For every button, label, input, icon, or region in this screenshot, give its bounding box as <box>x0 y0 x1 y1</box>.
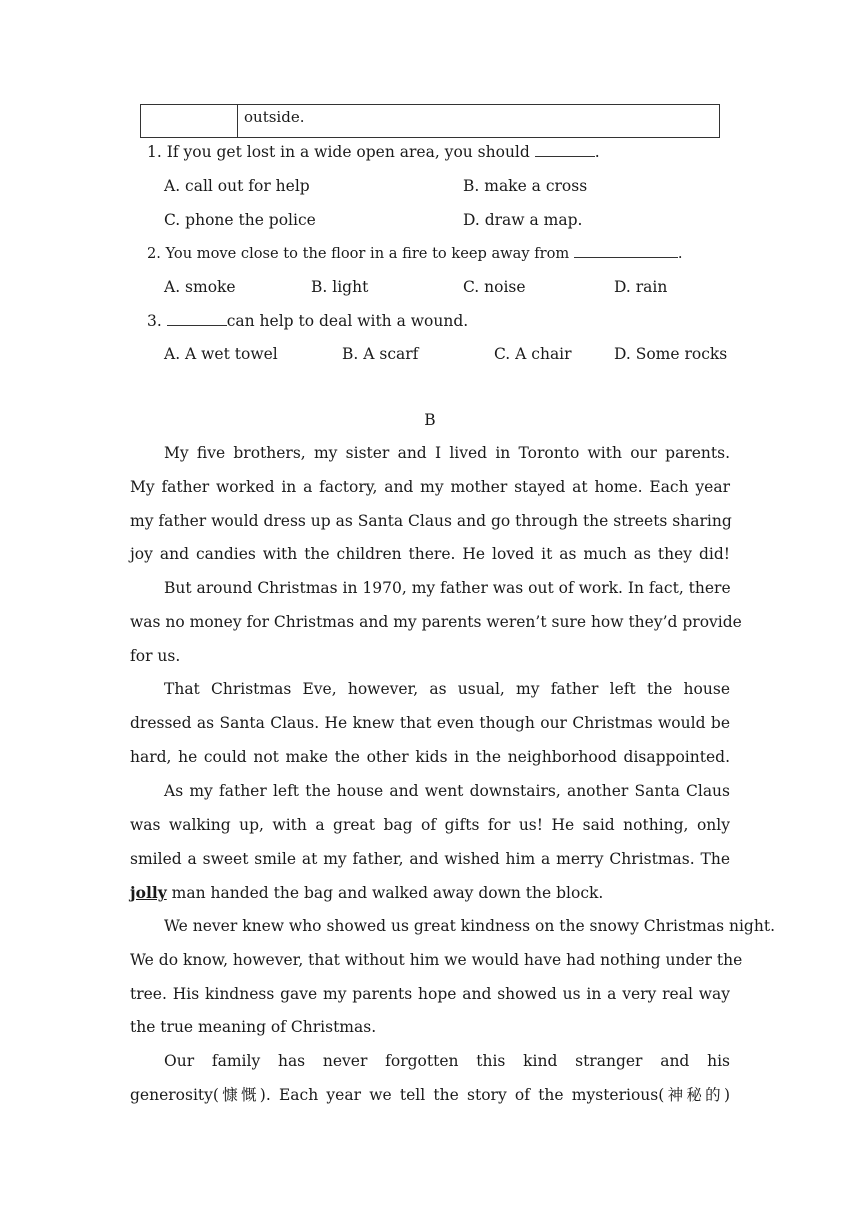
question-3-option-c: C. A chair <box>494 345 572 363</box>
passage-paragraph-1: My five brothers, my sister and I lived in Toronto with our parents. My father worked in a factory, and my mother stayed at home. Each year my father would dress up as Santa Claus and go through the streets sharing joy and candies with the children there. He loved it as much as they did! <box>130 444 732 564</box>
table-fragment <box>140 104 720 138</box>
question-2-option-a: A. smoke <box>164 278 236 296</box>
passage-paragraph-6: Our family has never forgotten this kind stranger and his generosity(慷慨). Each year we tell the story of the mysterious(神秘的) <box>130 1052 730 1104</box>
question-3-option-b: B. A scarf <box>342 345 419 363</box>
question-3-option-a: A. A wet towel <box>164 345 278 363</box>
passage-paragraph-5: We never knew who showed us great kindness on the snowy Christmas night. We do know, however, that without him we would have had nothing under the tree. His kindness gave my parents hope and showed us in a very real way the true meaning of Christmas. <box>130 917 775 1037</box>
question-1-option-b: B. make a cross <box>463 177 588 195</box>
answer-blank <box>167 311 227 326</box>
answer-blank <box>535 142 595 157</box>
question-2-option-d: D. rain <box>614 278 668 296</box>
question-1-option-a: A. call out for help <box>164 177 310 195</box>
section-title: B <box>424 411 436 429</box>
passage-paragraph-4: As my father left the house and went downstairs, another Santa Claus was walking up, with a great bag of gifts for us! He said nothing, only smiled a sweet smile at my father, and wished him a merry Christmas. The jolly man handed the bag and walked away down the block. <box>130 775 730 910</box>
question-2-stem: 2. You move close to the floor in a fire to keep away from . <box>147 245 683 262</box>
question-3-option-d: D. Some rocks <box>614 345 728 363</box>
answer-blank <box>574 243 678 258</box>
passage-paragraph-2: But around Christmas in 1970, my father was out of work. In fact, there was no money for Christmas and my parents weren’t sure how they’d provide for us. <box>130 579 742 665</box>
table-cell-right: outside. <box>238 105 720 138</box>
question-3-stem: 3. can help to deal with a wound. <box>147 312 469 330</box>
question-1-option-c: C. phone the police <box>164 211 316 229</box>
question-1-option-d: D. draw a map. <box>463 211 583 229</box>
question-1-stem: 1. If you get lost in a wide open area, you should . <box>147 143 600 161</box>
underlined-word-jolly: jolly <box>130 883 167 903</box>
question-2-option-c: C. noise <box>463 278 526 296</box>
question-2-option-b: B. light <box>311 278 369 296</box>
table-cell-left <box>141 105 238 138</box>
paragraph-4-last-line: jolly man handed the bag and walked away down the block. <box>130 883 604 903</box>
passage-paragraph-3: That Christmas Eve, however, as usual, my father left the house dressed as Santa Claus. He knew that even though our Christmas would be hard, he could not make the other kids in the neighborhood disappointed. <box>130 680 730 766</box>
